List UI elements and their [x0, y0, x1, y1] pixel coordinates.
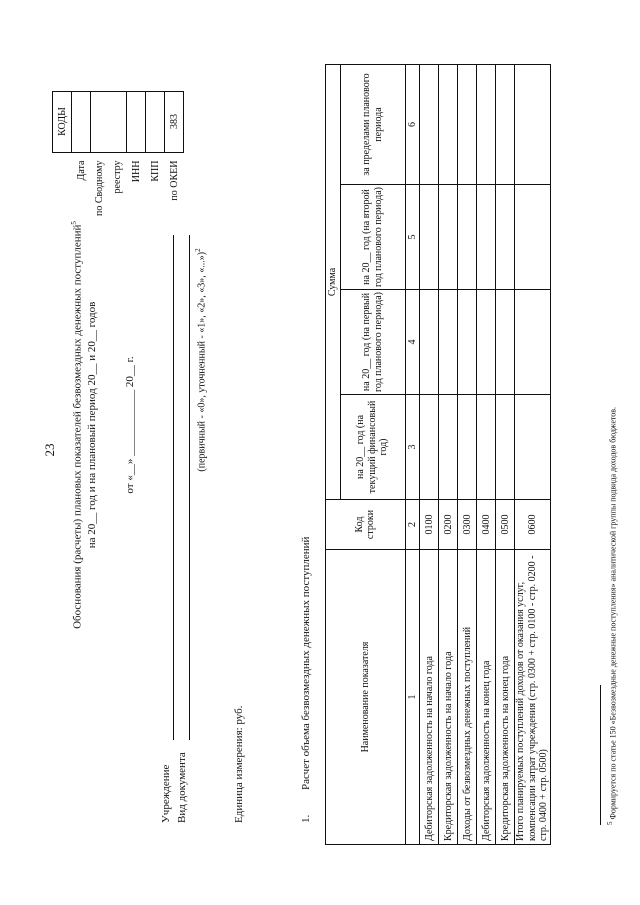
col-number-4: 4 [405, 290, 420, 395]
table-row [496, 64, 515, 844]
cell[interactable] [439, 395, 458, 500]
cell[interactable] [496, 64, 515, 184]
row-name: Кредиторская задолженность на начало года [439, 550, 458, 845]
cell[interactable] [420, 290, 439, 395]
row-name: Итого планируемых поступлений доходов от оказания услуг, компенсации затрат учреждения (стр. 0300 + стр. 0100 - стр. 0200 - стр. 0400 + стр. 0500) [515, 550, 551, 845]
codes-value-kpp[interactable] [146, 91, 165, 152]
row-code: 0100 [420, 500, 439, 550]
codes-label-kpp: КПП [149, 160, 161, 182]
col-number-2: 2 [405, 500, 420, 550]
footnote-divider [600, 685, 601, 825]
section-title: Расчет объема безвозмездных денежных поступлений [300, 536, 312, 790]
cell[interactable] [515, 290, 551, 395]
cell[interactable] [477, 290, 496, 395]
row-code: 0600 [515, 500, 551, 550]
cell[interactable] [420, 185, 439, 290]
codes-value-okei: 383 [165, 91, 184, 152]
row-code: 0300 [458, 500, 477, 550]
header-col4: на 20__ год (на первый год планового периода) [340, 290, 405, 395]
row-name: Дебиторская задолженность на конец года [477, 550, 496, 845]
codes-label-registry: по Сводному [94, 160, 105, 216]
table-row [458, 64, 477, 844]
document-subtitle: на 20__ год и на плановый период 20__ и 20__ годов [86, 301, 98, 549]
cell[interactable] [420, 64, 439, 184]
institution-label: Учреждение [160, 764, 172, 823]
footnote-mark: 5 [606, 821, 614, 825]
page-number: 23 [42, 443, 57, 457]
cell[interactable] [458, 395, 477, 500]
codes-header-spacer [53, 152, 72, 220]
cell[interactable] [477, 185, 496, 290]
document-type-hint [194, 180, 207, 540]
cell[interactable] [496, 395, 515, 500]
codes-label-inn: ИНН [130, 160, 142, 183]
title-line1: Обоснования (расчеты) плановых показателей безвозмездных денежных поступлений [71, 224, 84, 629]
row-code: 0400 [477, 500, 496, 550]
header-sum: Сумма [326, 64, 341, 499]
cell[interactable] [515, 395, 551, 500]
cell[interactable] [515, 185, 551, 290]
table-row [515, 64, 551, 844]
cell[interactable] [477, 395, 496, 500]
table-row [477, 64, 496, 844]
document-type-label: Вид документа [176, 752, 188, 823]
table-row [420, 64, 439, 844]
header-col3: на 20__ год (на текущий финансовый год) [340, 395, 405, 500]
codes-label-registry-2: реестру [112, 160, 123, 194]
table-row [439, 64, 458, 844]
cell[interactable] [477, 64, 496, 184]
document-title [70, 215, 84, 635]
document-type-field[interactable] [189, 235, 190, 740]
row-name: Доходы от безвозмездных денежных поступлений [458, 550, 477, 845]
col-number-1: 1 [405, 550, 420, 845]
row-code: 0200 [439, 500, 458, 550]
section-number: 1. [300, 814, 312, 823]
cell[interactable] [420, 395, 439, 500]
col-number-5: 5 [405, 185, 420, 290]
cell[interactable] [458, 290, 477, 395]
row-code: 0500 [496, 500, 515, 550]
title-footnote-mark: 5 [70, 221, 78, 225]
footnote-text: Формируется по статье 150 «Безвозмездные денежные поступления» аналитической группы подвида доходов бюджетов. [608, 406, 618, 820]
codes-box [52, 91, 184, 220]
row-name: Дебиторская задолженность на начало года [420, 550, 439, 845]
col-number-3: 3 [405, 395, 420, 500]
row-name: Кредиторская задолженность на конец года [496, 550, 515, 845]
header-code: Код строки [326, 500, 406, 550]
cell[interactable] [458, 64, 477, 184]
date-line: от «__» ____________ 20__ г. [124, 356, 136, 494]
codes-header: КОДЫ [53, 91, 72, 152]
codes-value-date[interactable] [72, 91, 91, 152]
calculation-table [325, 64, 551, 845]
cell[interactable] [515, 64, 551, 184]
col-number-6: 6 [405, 64, 420, 184]
cell[interactable] [458, 185, 477, 290]
cell[interactable] [496, 290, 515, 395]
codes-label-date: Дата [75, 160, 87, 181]
hint-footnote-mark: 2 [194, 248, 202, 252]
header-name: Наименование показателя [326, 550, 406, 845]
cell[interactable] [496, 185, 515, 290]
unit-label: Единица измерения: руб. [233, 705, 245, 823]
institution-field[interactable] [173, 235, 174, 740]
codes-value-registry[interactable] [91, 91, 127, 152]
codes-value-inn[interactable] [127, 91, 146, 152]
cell[interactable] [439, 290, 458, 395]
footnote [606, 407, 618, 825]
cell[interactable] [439, 64, 458, 184]
header-col6: за пределами планового периода [340, 64, 405, 184]
codes-label-okei: по ОКЕИ [168, 160, 180, 201]
cell[interactable] [439, 185, 458, 290]
document-type-hint-text: (первичный - «0», уточненный - «1», «2», «3», «...») [196, 251, 208, 472]
header-col5: на 20__ год (на второй год планового периода) [340, 185, 405, 290]
